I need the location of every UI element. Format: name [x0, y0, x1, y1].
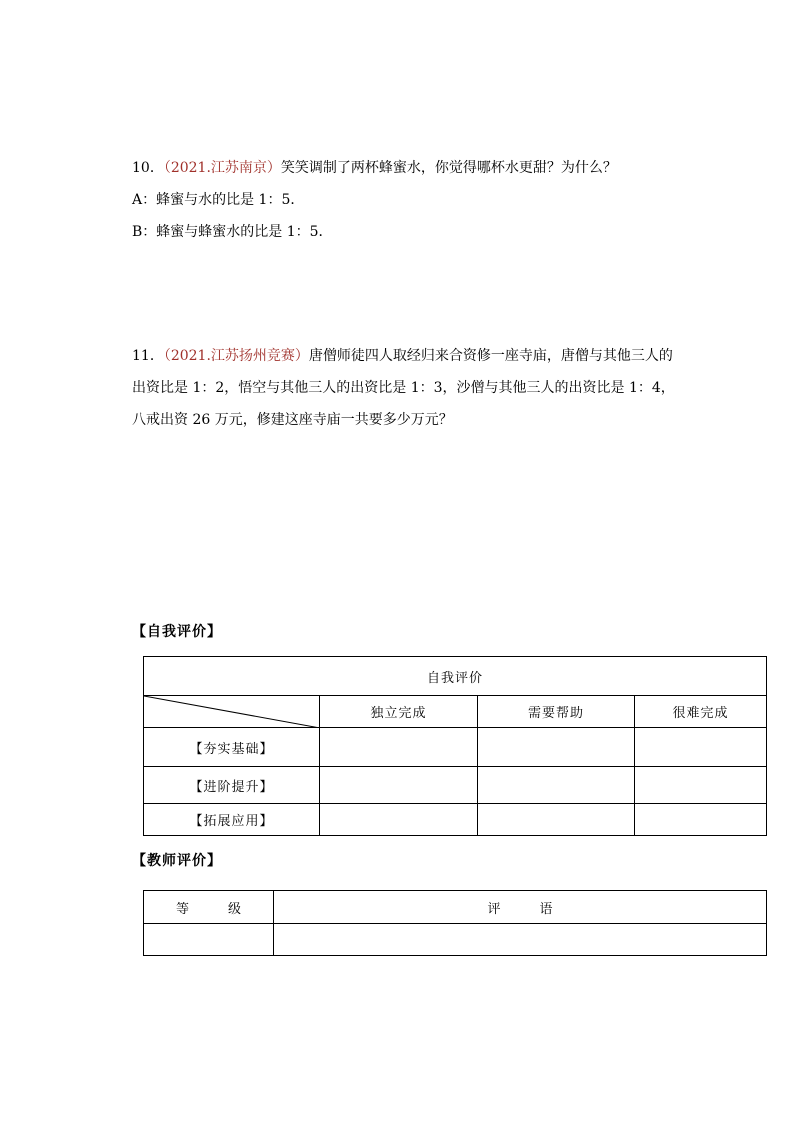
comment-cell[interactable]	[274, 924, 767, 956]
teacher-evaluation-heading: 【教师评价】	[132, 853, 222, 869]
self-eval-row	[144, 767, 767, 804]
self-eval-title-row	[144, 657, 767, 696]
self-eval-cell[interactable]	[635, 804, 767, 836]
question-10-option-b: B：蜂蜜与蜂蜜水的比是 1：5．	[132, 224, 333, 240]
question-10	[132, 158, 617, 178]
question-11	[132, 346, 673, 366]
self-eval-header-row	[144, 696, 767, 728]
self-eval-cell[interactable]	[478, 728, 635, 767]
grade-cell[interactable]	[144, 924, 274, 956]
row-label-extended: 【拓展应用】	[144, 804, 320, 836]
self-eval-cell[interactable]	[478, 767, 635, 804]
comment-header: 评 语	[274, 891, 767, 924]
question-10-option-a: A：蜂蜜与水的比是 1：5．	[132, 192, 305, 208]
question-10-number: 10．	[132, 160, 164, 176]
question-11-line-1: 唐僧师徒四人取经归来合资修一座寺庙，唐僧与其他三人的	[308, 348, 673, 364]
row-label-basic: 【夯实基础】	[144, 728, 320, 767]
self-eval-cell[interactable]	[635, 767, 767, 804]
row-label-advanced: 【进阶提升】	[144, 767, 320, 804]
question-10-text: 笑笑调制了两杯蜂蜜水，你觉得哪杯水更甜？为什么？	[280, 160, 617, 176]
column-difficult: 很难完成	[635, 696, 767, 728]
column-need-help: 需要帮助	[478, 696, 635, 728]
self-eval-cell[interactable]	[320, 728, 478, 767]
diagonal-line	[144, 696, 320, 728]
self-eval-cell[interactable]	[320, 804, 478, 836]
grade-header: 等 级	[144, 891, 274, 924]
self-evaluation-table	[143, 656, 767, 836]
teacher-eval-header-row	[144, 891, 767, 924]
question-11-source: （2021.江苏扬州竞赛）	[163, 348, 309, 364]
question-11-number: 11．	[132, 348, 164, 364]
question-11-line-3: 八戒出资 26 万元，修建这座寺庙一共要多少万元？	[132, 412, 453, 428]
self-eval-row	[144, 728, 767, 767]
column-independent: 独立完成	[320, 696, 478, 728]
teacher-eval-row	[144, 924, 767, 956]
self-eval-cell[interactable]	[478, 804, 635, 836]
self-eval-table-title: 自我评价	[144, 657, 767, 696]
question-11-line-2: 出资比是 1：2，悟空与其他三人的出资比是 1：3，沙僧与其他三人的出资比是 1：4，	[132, 380, 675, 396]
diagonal-header-cell	[144, 696, 320, 728]
teacher-evaluation-table	[143, 890, 767, 956]
self-eval-row	[144, 804, 767, 836]
question-10-source: （2021.江苏南京）	[163, 160, 281, 176]
self-evaluation-heading: 【自我评价】	[132, 624, 222, 640]
self-eval-cell[interactable]	[635, 728, 767, 767]
self-eval-cell[interactable]	[320, 767, 478, 804]
